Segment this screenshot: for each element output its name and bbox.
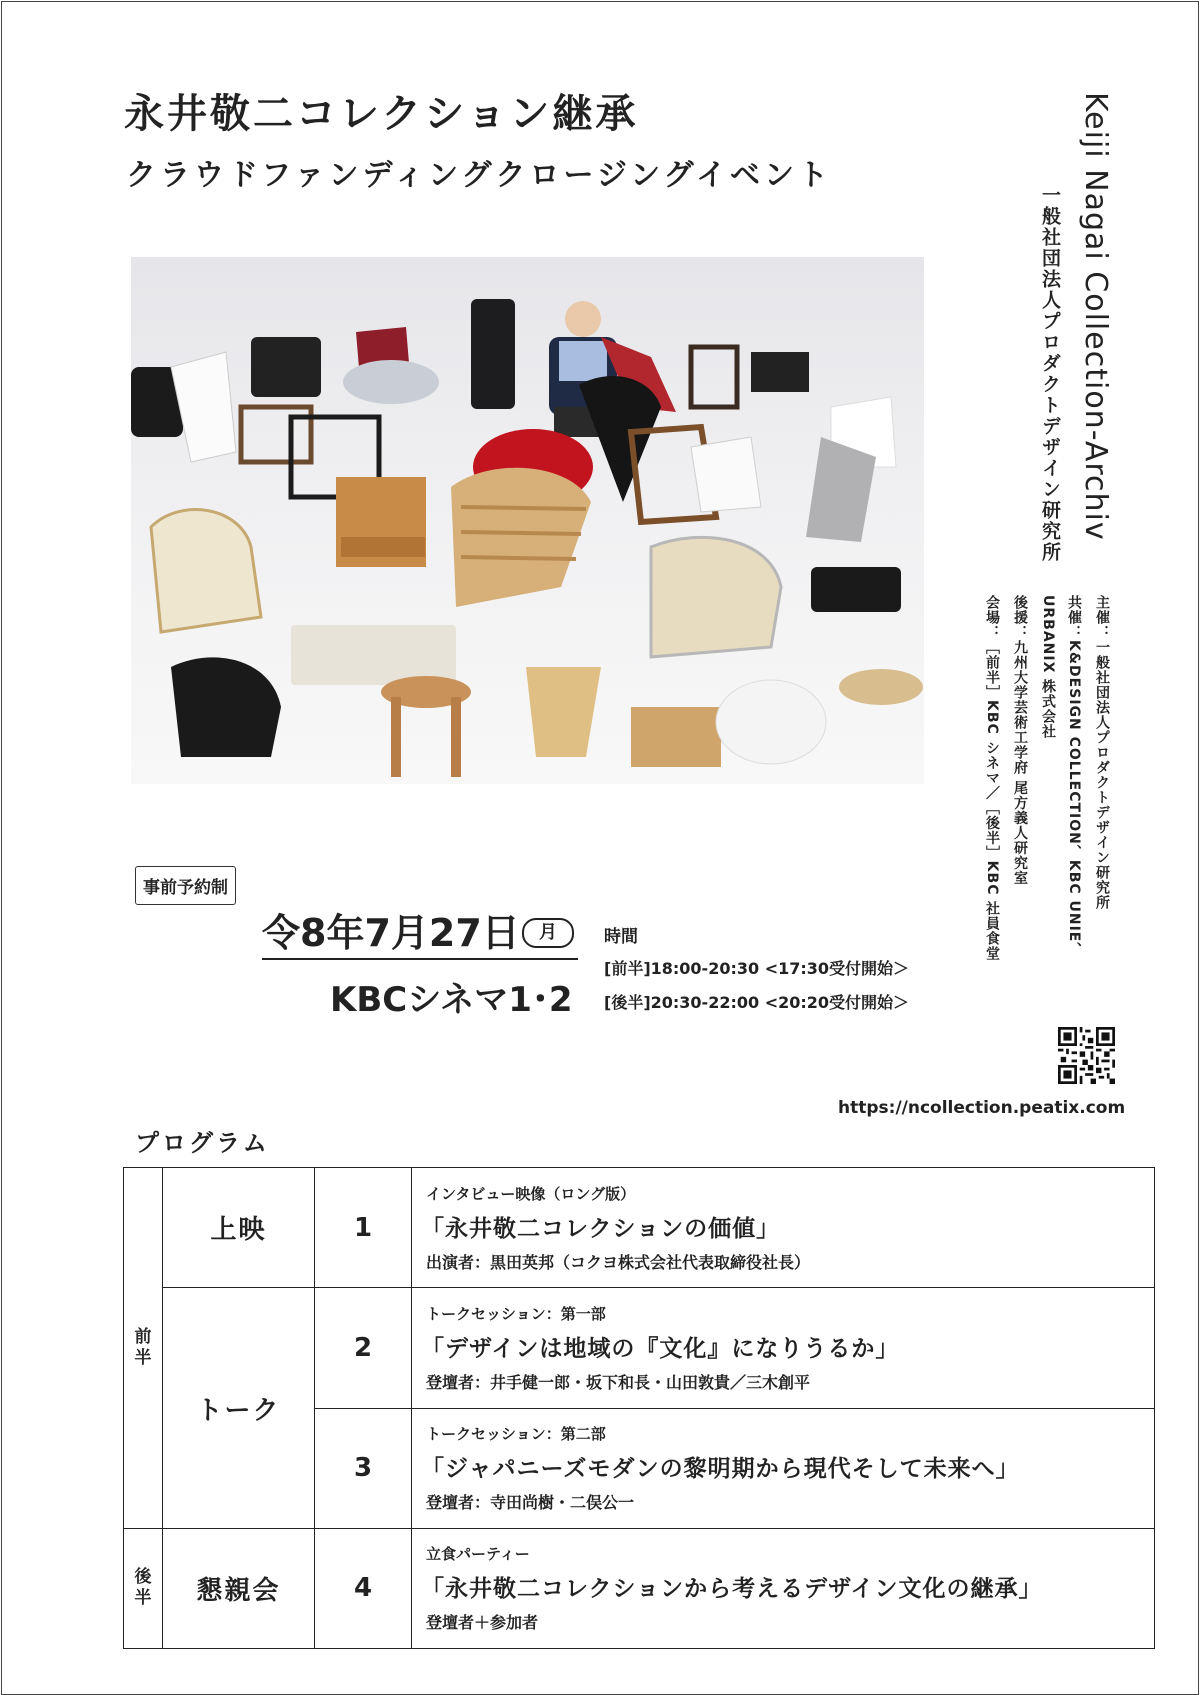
reservation-badge: 事前予約制 — [135, 866, 236, 905]
item-tagline: トークセッション：第二部 — [426, 1425, 606, 1444]
item-description — [412, 1408, 1155, 1528]
credit-cosponsor-cont: URBANIX 株式会社 — [1040, 595, 1056, 740]
item-people: 出演者：黒田英邦（コクヨ株式会社代表取締役社長） — [426, 1252, 811, 1272]
event-venue: KBCシネマ1･2 — [330, 980, 573, 1020]
first-half-label: 前 半 — [124, 1168, 163, 1529]
category-screening: 上映 — [163, 1168, 315, 1288]
item-number: 3 — [315, 1408, 412, 1528]
time-label: 時間 — [604, 927, 638, 947]
item-headline: 「永井敬二コレクションから考えるデザイン文化の継承」 — [421, 1576, 1043, 1603]
chair-collection-photo — [131, 257, 924, 784]
main-title: 永井敬二コレクション継承 — [124, 91, 639, 137]
program-row — [124, 1168, 1155, 1288]
time-first-half: [前半]18:00-20:30 <17:30受付開始＞ — [604, 959, 910, 978]
program-row — [124, 1288, 1155, 1408]
subtitle: クラウドファンディングクロージングイベント — [126, 158, 833, 193]
english-title: Keiji Nagai Collection-Archiv — [1078, 92, 1113, 541]
item-number: 2 — [315, 1288, 412, 1408]
item-headline: 「デザインは地域の『文化』になりうるか」 — [421, 1335, 900, 1362]
category-party: 懇親会 — [163, 1528, 315, 1648]
category-talk: トーク — [163, 1288, 315, 1529]
item-headline: 「ジャパニーズモダンの黎明期から現代そして未来へ」 — [421, 1456, 1020, 1483]
credit-organizer: 主催：一般社団法人プロダクトデザイン研究所 — [1094, 595, 1110, 910]
event-url-link[interactable]: https://ncollection.peatix.com — [838, 1098, 1126, 1118]
item-description — [412, 1528, 1155, 1648]
credit-cosponsor: 共催：K&DESIGN COLLECTION、KBC UNIE、 — [1066, 595, 1082, 958]
time-second-half: [後半]20:30-22:00 <20:20受付開始＞ — [604, 993, 910, 1012]
item-tagline: トークセッション：第一部 — [426, 1304, 606, 1323]
item-number: 1 — [315, 1168, 412, 1288]
item-description — [412, 1288, 1155, 1408]
item-people: 登壇者：井手健一郎・坂下和長・山田敦貴／三木創平 — [426, 1372, 811, 1392]
program-table — [123, 1167, 1155, 1649]
item-tagline: インタビュー映像（ロング版） — [426, 1184, 636, 1203]
weekday-badge: 月 — [522, 918, 574, 948]
program-row — [124, 1528, 1155, 1648]
item-people: 登壇者＋参加者 — [426, 1613, 539, 1633]
organization-name: 一般社団法人プロダクトデザイン研究所 — [1039, 185, 1061, 563]
qr-code-icon[interactable] — [1058, 1027, 1115, 1084]
credit-venue: 会場：［前半］KBC シネマ／［後半］KBC 社員食堂 — [984, 595, 1000, 962]
event-date: 令8年7月27日 — [262, 911, 520, 955]
second-half-label: 後 半 — [124, 1528, 163, 1648]
credit-support: 後援：九州大学芸術工学府 尾方義人研究室 — [1012, 595, 1028, 886]
item-people: 登壇者：寺田尚樹・二俣公一 — [426, 1493, 635, 1513]
item-tagline: 立食パーティー — [426, 1545, 530, 1564]
date-underline — [262, 958, 578, 960]
item-headline: 「永井敬二コレクションの価値」 — [421, 1215, 781, 1242]
item-number: 4 — [315, 1528, 412, 1648]
program-heading: プログラム — [135, 1129, 270, 1157]
item-description — [412, 1168, 1155, 1288]
